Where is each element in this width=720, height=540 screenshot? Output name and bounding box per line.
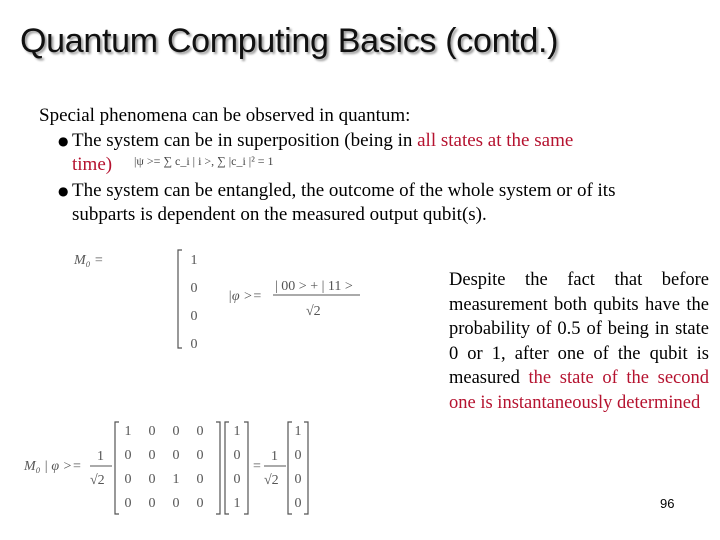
output-vector	[295, 424, 302, 511]
phi-numerator: | 00 > + | 11 >	[275, 279, 353, 294]
matrix-cell: 0	[190, 337, 198, 352]
mat-right-bracket	[216, 422, 220, 514]
superposition-equation: |ψ >= ∑ c_i | i >, ∑ |c_i |² = 1	[134, 154, 274, 168]
matrix-cell: 0	[148, 424, 156, 439]
bullet-dot-icon: ●	[58, 134, 69, 148]
matrix-cell: 0	[172, 448, 180, 463]
bullet-superposition-text: The system can be in superposition (being in	[72, 130, 418, 151]
coef2-sqrt2: √2	[264, 473, 279, 488]
matrix-cell: 0	[233, 472, 241, 487]
m0-matrix-grid	[191, 253, 211, 352]
matrix-cell: 1	[294, 424, 302, 439]
phi-label: |φ >=	[228, 289, 262, 304]
matrix-cell: 0	[148, 448, 156, 463]
coef-sqrt2: √2	[90, 473, 105, 488]
page-number: 96	[660, 496, 675, 511]
m0-label: M₀ =	[74, 253, 104, 268]
matrix-cell: 0	[196, 424, 204, 439]
vec-out-right-bracket	[304, 422, 308, 514]
phi-state-equation	[228, 270, 368, 322]
m0-matrix-grid-2	[125, 424, 204, 511]
vec-in-left-bracket	[225, 422, 229, 514]
bullet-dot-icon: ●	[58, 184, 69, 198]
measurement-explanation-text: Despite the fact that before measurement both qubits have the probability of 0.5 of being in state 0 or 1, after one of the qubit is measured	[449, 270, 709, 389]
matrix-cell: 0	[172, 424, 180, 439]
matrix-cell: 0	[233, 448, 241, 463]
m0-phi-equation	[20, 418, 310, 518]
matrix-cell: 0	[196, 496, 204, 511]
coef2-one: 1	[271, 449, 278, 464]
bullet-superposition-highlight: all states at the same	[417, 130, 574, 151]
matrix-cell: 1	[233, 424, 241, 439]
matrix-cell: 1	[233, 496, 241, 511]
matrix-cell: 0	[172, 496, 180, 511]
slide-title: Quantum Computing Basics (contd.)	[20, 22, 559, 60]
left-bracket	[178, 250, 182, 348]
measurement-explanation	[449, 268, 709, 416]
bullet-entanglement	[58, 179, 668, 227]
input-vector	[234, 424, 241, 511]
matrix-cell: 0	[124, 472, 132, 487]
matrix-cell: 0	[294, 472, 302, 487]
matrix-cell: 0	[196, 472, 204, 487]
mat-left-bracket	[115, 422, 119, 514]
m0-phi-label: M₀ | φ >=	[24, 459, 82, 474]
equals-sign: =	[253, 459, 261, 474]
matrix-cell: 0	[190, 309, 198, 324]
matrix-cell: 0	[294, 496, 302, 511]
bullet-entanglement-text: The system can be entangled, the outcome of the whole system or of its subparts is dependent on the measured output qubit(s).	[72, 180, 616, 225]
intro-text: Special phenomena can be observed in quantum:	[39, 105, 411, 126]
matrix-cell: 0	[190, 281, 198, 296]
m0-matrix-equation	[70, 244, 210, 354]
matrix-cell: 0	[124, 448, 132, 463]
matrix-cell: 0	[148, 496, 156, 511]
matrix-cell: 1	[190, 253, 198, 268]
vec-in-right-bracket	[244, 422, 248, 514]
phi-denominator: √2	[306, 304, 321, 319]
matrix-cell: 0	[124, 496, 132, 511]
matrix-cell: 0	[196, 448, 204, 463]
coef-one: 1	[97, 449, 104, 464]
bullet-superposition-highlight-line2: time)	[72, 154, 113, 175]
matrix-cell: 0	[148, 472, 156, 487]
vec-out-left-bracket	[288, 422, 292, 514]
matrix-cell: 1	[172, 472, 180, 487]
matrix-cell: 1	[124, 424, 132, 439]
matrix-cell: 0	[294, 448, 302, 463]
bullet-superposition	[58, 129, 668, 177]
measurement-explanation-highlight: the state of the second one is instantaneously determined	[449, 368, 709, 413]
